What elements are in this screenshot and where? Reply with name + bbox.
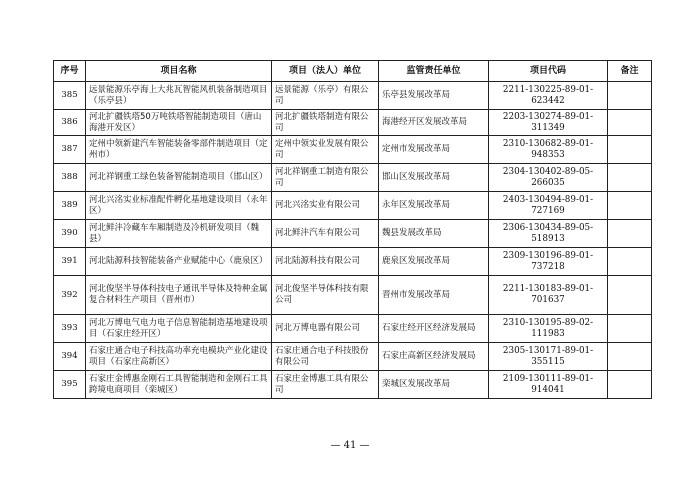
cell-name: 河北兴洺实业标准配件孵化基地建设项目（永年区） <box>86 192 272 220</box>
cell-seq: 393 <box>54 315 86 343</box>
cell-name: 河北鲜沣冷藏车车厢制造及冷机研发项目（魏县） <box>86 220 272 248</box>
cell-org: 河北鲜沣汽车有限公司 <box>272 220 379 248</box>
cell-note <box>608 371 652 399</box>
cell-note <box>608 343 652 371</box>
cell-seq: 392 <box>54 276 86 315</box>
cell-name: 石家庄通合电子科技高功率充电模块产业化建设项目（石家庄高新区） <box>86 343 272 371</box>
table-row <box>54 248 652 276</box>
cell-dept: 邯山区发展改革局 <box>379 164 489 192</box>
header-seq: 序号 <box>54 61 86 82</box>
cell-name: 河北祥钢重工绿色装备智能制造项目（邯山区） <box>86 164 272 192</box>
cell-code: 2305-130171-89-01-355115 <box>489 343 608 371</box>
table-row <box>54 136 652 164</box>
cell-code: 2211-130225-89-01-623442 <box>489 82 608 110</box>
header-dept: 监管责任单位 <box>379 61 489 82</box>
cell-dept: 永年区发展改革局 <box>379 192 489 220</box>
header-note: 备注 <box>608 61 652 82</box>
cell-dept: 栾城区发展改革局 <box>379 371 489 399</box>
cell-seq: 390 <box>54 220 86 248</box>
cell-note <box>608 192 652 220</box>
header-org: 项目（法人）单位 <box>272 61 379 82</box>
table-row <box>54 371 652 399</box>
header-code: 项目代码 <box>489 61 608 82</box>
cell-dept: 魏县发展改革局 <box>379 220 489 248</box>
cell-org: 河北俊坚半导体科技有限公司 <box>272 276 379 315</box>
cell-seq: 385 <box>54 82 86 110</box>
cell-note <box>608 220 652 248</box>
cell-seq: 386 <box>54 110 86 136</box>
cell-seq: 391 <box>54 248 86 276</box>
cell-seq: 394 <box>54 343 86 371</box>
header-name: 项目名称 <box>86 61 272 82</box>
cell-name: 河北陆源科技智能装备产业赋能中心（鹿泉区） <box>86 248 272 276</box>
cell-code: 2403-130494-89-01-727169 <box>489 192 608 220</box>
table-row <box>54 220 652 248</box>
cell-name: 石家庄金博惠金刚石工具智能制造和金刚石工具跨境电商项目（栾城区） <box>86 371 272 399</box>
cell-seq: 395 <box>54 371 86 399</box>
cell-code: 2310-130682-89-01-948353 <box>489 136 608 164</box>
cell-name: 河北扩疆铁塔50万吨铁塔智能制造项目（唐山海港开发区） <box>86 110 272 136</box>
page-number: — 41 — <box>330 440 370 451</box>
cell-seq: 388 <box>54 164 86 192</box>
table-row <box>54 110 652 136</box>
cell-org: 石家庄通合电子科技股份有限公司 <box>272 343 379 371</box>
cell-org: 定州中领实业发展有限公司 <box>272 136 379 164</box>
cell-code: 2211-130183-89-01-701637 <box>489 276 608 315</box>
table-row <box>54 164 652 192</box>
cell-seq: 389 <box>54 192 86 220</box>
cell-code: 2304-130402-89-05-266035 <box>489 164 608 192</box>
cell-org: 石家庄金博惠工具有限公司 <box>272 371 379 399</box>
table-row <box>54 82 652 110</box>
cell-dept: 石家庄经开区经济发展局 <box>379 315 489 343</box>
table-body <box>54 82 652 399</box>
cell-dept: 石家庄高新区经济发展局 <box>379 343 489 371</box>
cell-org: 河北祥钢重工制造有限公司 <box>272 164 379 192</box>
cell-code: 2203-130274-89-01-311349 <box>489 110 608 136</box>
cell-code: 2310-130195-89-02-111983 <box>489 315 608 343</box>
table-row <box>54 343 652 371</box>
cell-org: 河北扩疆铁塔制造有限公司 <box>272 110 379 136</box>
cell-note <box>608 110 652 136</box>
cell-dept: 鹿泉区发展改革局 <box>379 248 489 276</box>
cell-note <box>608 276 652 315</box>
cell-code: 2109-130111-89-01-914041 <box>489 371 608 399</box>
cell-org: 远景能源（乐亭）有限公司 <box>272 82 379 110</box>
cell-name: 河北俊坚半导体科技电子通讯半导体及特种金属复合材料生产项目（晋州市） <box>86 276 272 315</box>
cell-dept: 定州市发展改革局 <box>379 136 489 164</box>
table-header-row <box>54 61 652 82</box>
cell-org: 河北万博电器有限公司 <box>272 315 379 343</box>
project-table <box>53 60 652 399</box>
cell-note <box>608 315 652 343</box>
table-row <box>54 315 652 343</box>
cell-dept: 晋州市发展改革局 <box>379 276 489 315</box>
cell-note <box>608 248 652 276</box>
cell-code: 2306-130434-89-05-518913 <box>489 220 608 248</box>
cell-org: 河北陆源科技有限公司 <box>272 248 379 276</box>
cell-dept: 乐亭县发展改革局 <box>379 82 489 110</box>
table-row <box>54 276 652 315</box>
cell-dept: 海港经开区发展改革局 <box>379 110 489 136</box>
cell-note <box>608 82 652 110</box>
table-row <box>54 192 652 220</box>
cell-name: 河北万博电气电力电子信息智能制造基地建设项目（石家庄经开区） <box>86 315 272 343</box>
cell-name: 远景能源乐亭海上大兆瓦智能风机装备制造项目（乐亭县） <box>86 82 272 110</box>
cell-code: 2309-130196-89-01-737218 <box>489 248 608 276</box>
cell-note <box>608 164 652 192</box>
cell-note <box>608 136 652 164</box>
cell-org: 河北兴洺实业有限公司 <box>272 192 379 220</box>
cell-name: 定州中领新建汽车智能装备零部件制造项目（定州市） <box>86 136 272 164</box>
cell-seq: 387 <box>54 136 86 164</box>
